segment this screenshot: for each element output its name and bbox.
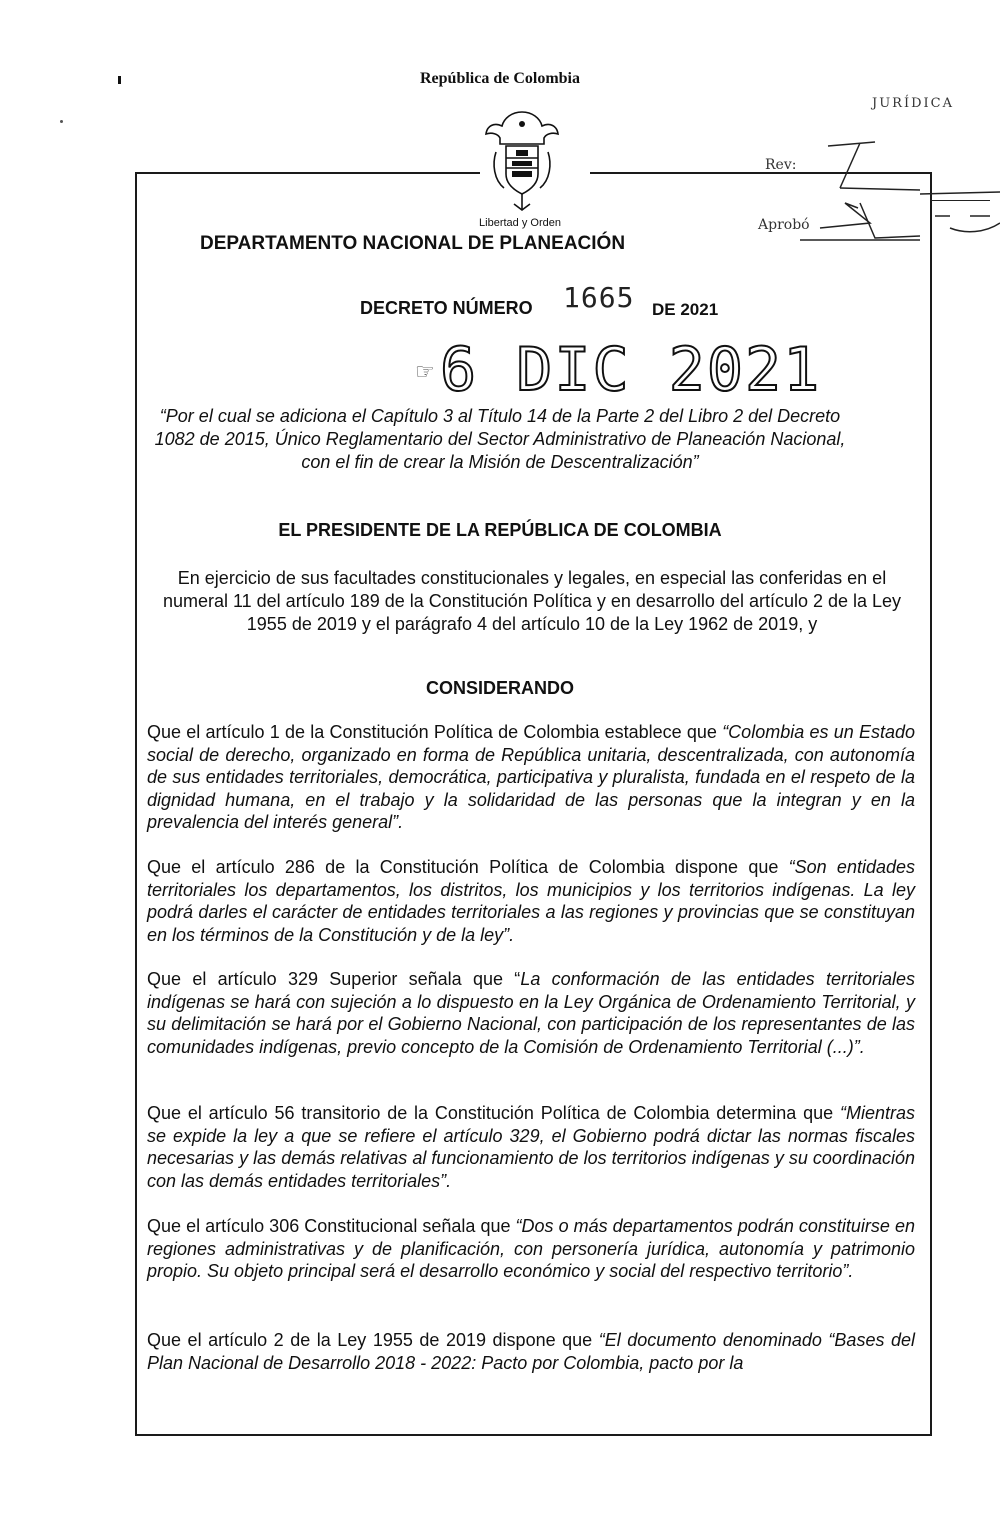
margin-note-approved: Aprobó [758, 217, 810, 233]
considerando-paragraph [147, 1329, 915, 1374]
paragraph-quote: “Mientras se expide la ley a que se refiere el artículo 329, el Gobierno podrá dictar las normas fiscales necesarias y las demás relativas al funcionamiento de los territorios indígenas y su coordinación con las demás entidades territoriales”. [147, 1103, 915, 1191]
authority-heading: EL PRESIDENTE DE LA REPÚBLICA DE COLOMBIA [278, 520, 722, 540]
considerando-paragraph [147, 1102, 915, 1192]
decree-number: 1665 [563, 281, 635, 314]
paragraph-quote: “El documento denominado “Bases del Plan Nacional de Desarrollo 2018 - 2022: Pacto por Colombia, pacto por la [147, 1330, 916, 1373]
considerando-paragraph [147, 721, 915, 834]
paragraph-quote: “Son entidades territoriales los departamentos, los distritos, los municipios y los territorios indígenas. La ley podrá darles el carácter de entidades territoriales a las regiones y provincias que se constituyan en los términos de la Constitución y de la ley”. [147, 857, 916, 945]
scan-mark [118, 76, 121, 84]
department-name: DEPARTAMENTO NACIONAL DE PLANEACIÓN [200, 233, 626, 254]
date-stamp: 6 DIC 2021 [440, 335, 822, 405]
motto: Libertad y Orden [479, 217, 561, 229]
country-name: República de Colombia [419, 70, 580, 87]
intro-paragraph: En ejercicio de sus facultades constitucionales y legales, en especial las conferidas en el numeral 11 del artículo 189 de la Constitución Política y en desarrollo del artículo 2 de la Ley 1955 de 2019 y el parágrafo 4 del artículo 10 de la Ley 1962 de 2019, y [162, 568, 902, 634]
paragraph-lead: Que el artículo 2 de la Ley 1955 de 2019 dispone que [147, 1330, 599, 1350]
coat-of-arms-icon [482, 104, 562, 216]
considerando-heading: CONSIDERANDO [425, 678, 574, 698]
decree-year: DE 2021 [652, 300, 719, 319]
decree-label: DECRETO NÚMERO [360, 298, 533, 318]
paragraph-lead: Que el artículo 286 de la Constitución Política de Colombia dispone que [147, 857, 789, 877]
considerando-paragraph [147, 856, 915, 946]
paragraph-quote: “Dos o más departamentos podrán constituirse en regiones administrativas y de planificación, con personería jurídica, autonomía y patrimonio propio. Su objeto principal será el desarrollo económico y social del respectivo territorio”. [147, 1216, 915, 1281]
paragraph-quote: “Colombia es un Estado social de derecho, organizado en forma de República unitaria, descentralizada, con autonomía de sus entidades territoriales, democrática, participativa y pluralista, fundada en el respeto de la dignidad humana, en el trabajo y la solidaridad de las personas que la integran y en la prevalencia del interés general”. [147, 722, 915, 832]
paragraph-lead: Que el artículo 56 transitorio de la Constitución Política de Colombia determina que [147, 1103, 840, 1123]
considerando-paragraph [147, 968, 915, 1058]
paragraph-quote: La conformación de las entidades territoriales indígenas se hará con sujeción a lo dispuesto en la Ley Orgánica de Ordenamiento Territorial, y su delimitación se hará por el Gobierno Nacional, con participación de los representantes de las comunidades indígenas, previo concepto de la Comisión de Ordenamiento Territorial (...)”. [147, 969, 916, 1057]
paragraph-lead: Que el artículo 329 Superior señala que “ [147, 969, 521, 989]
stamp-mark-icon: ☞ [415, 360, 435, 385]
paragraph-lead: Que el artículo 306 Constitucional señala que [147, 1216, 516, 1236]
considerando-paragraph [147, 1215, 915, 1283]
scan-mark [60, 120, 63, 123]
paragraph-lead: Que el artículo 1 de la Constitución Política de Colombia establece que [147, 722, 723, 742]
initials-signature-icon [800, 128, 1000, 268]
margin-note-top: JURÍDICA [872, 96, 954, 111]
decree-title: “Por el cual se adiciona el Capítulo 3 al Título 14 de la Parte 2 del Libro 2 del Decreto 1082 de 2015, Único Reglamentario del Sector Administrativo de Planeación Nacional, con el fin de crear la Misión de Descentralización” [154, 406, 846, 472]
margin-rule [930, 200, 990, 201]
margin-note-revised: Rev: [765, 157, 797, 173]
